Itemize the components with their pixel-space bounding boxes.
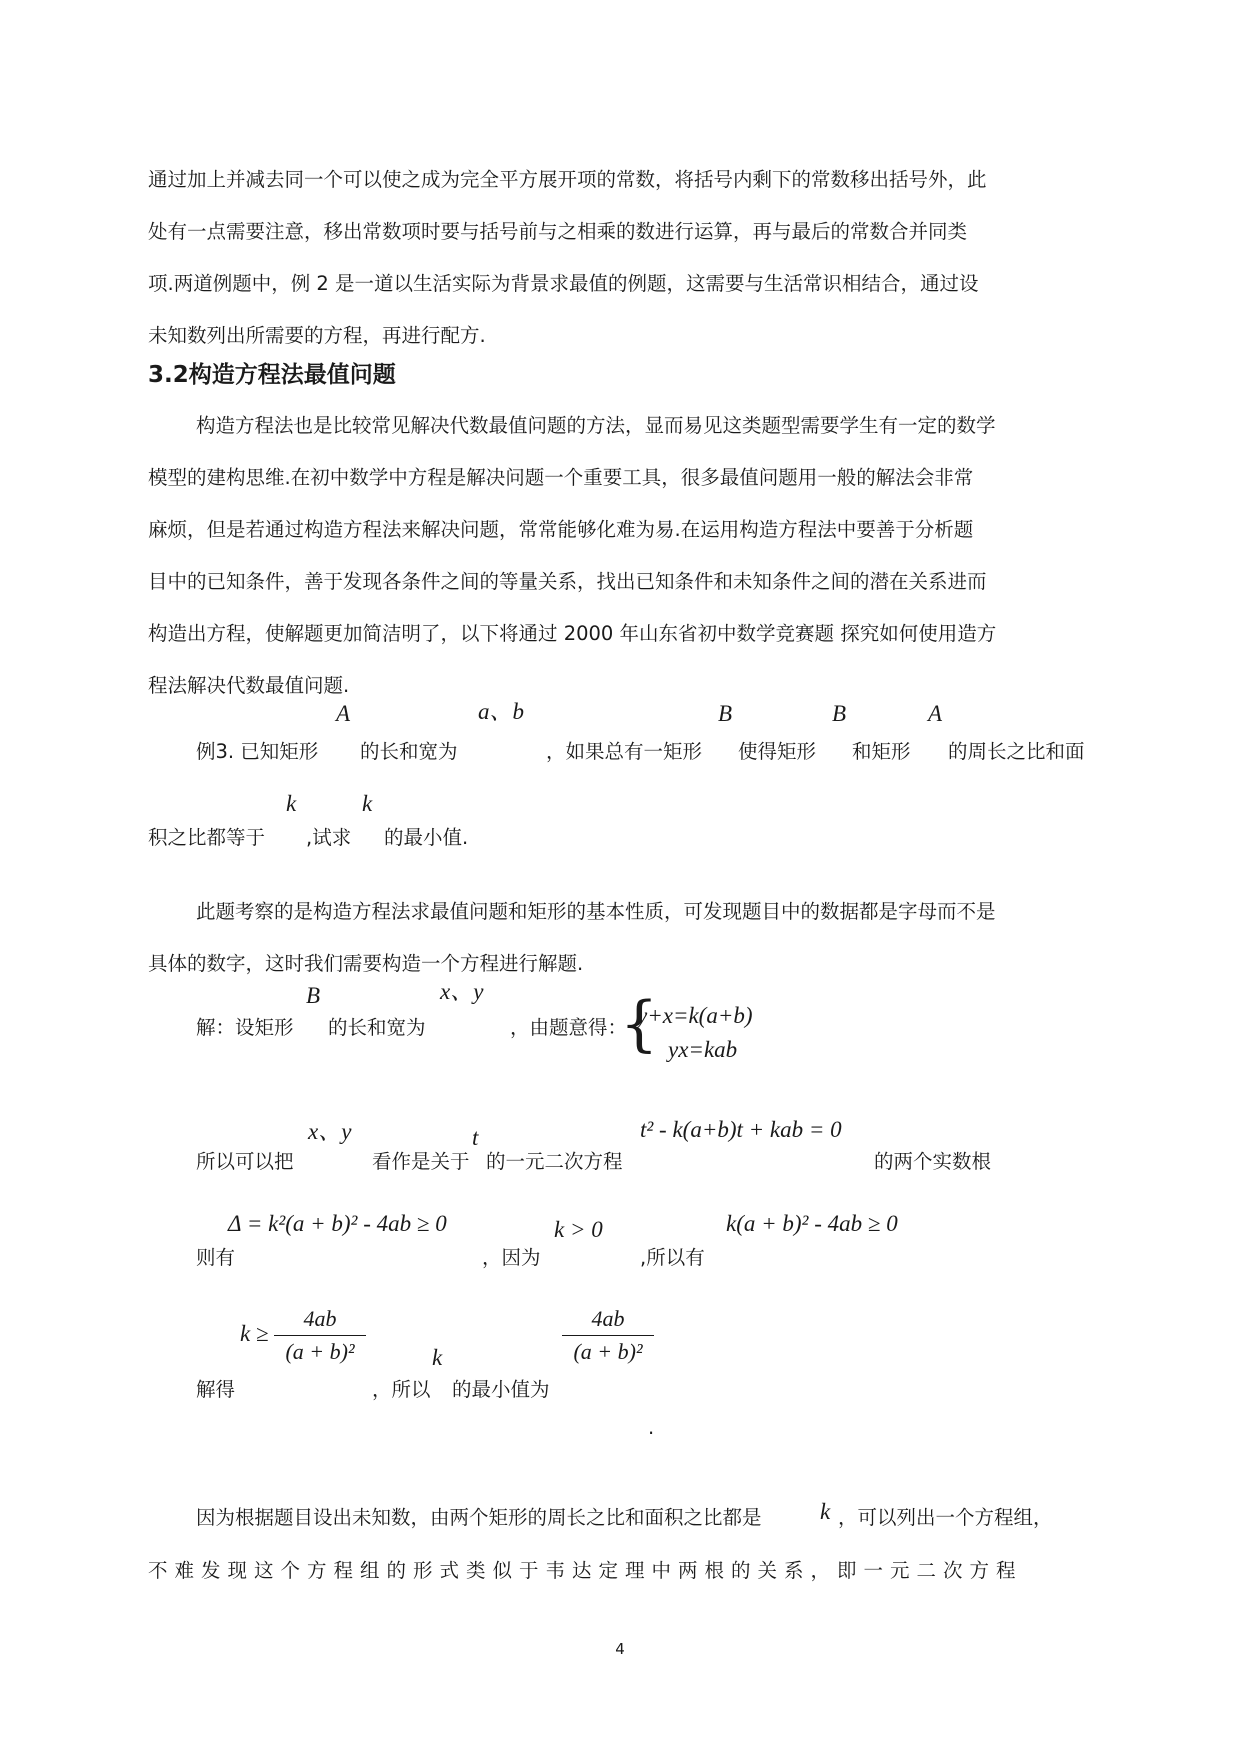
text-line: 构造方程法也是比较常见解决代数最值问题的方法，显而易见这类题型需要学生有一定的数学	[196, 414, 996, 437]
page-number: 4	[615, 1640, 625, 1658]
equation: k(a + b)² - 4ab ≥ 0	[726, 1211, 898, 1236]
text-line: 处有一点需要注意，移出常数项时要与括号前与之相乘的数进行运算，再与最后的常数合并同类	[148, 220, 968, 243]
text-line: 不 难 发 现 这 个 方 程 组 的 形 式 类 似 于 韦 达 定 理 中 两 根 的 关 系 ， 即 一 元 二 次 方 程	[148, 1559, 1016, 1582]
text-segment: 的最小值.	[384, 826, 469, 849]
math-symbol: t	[472, 1125, 479, 1150]
text-segment: ,所以有	[640, 1246, 705, 1269]
math-symbol: A	[928, 701, 943, 726]
math-symbol: a、b	[478, 699, 524, 724]
text-segment: ,试求	[306, 826, 352, 849]
fraction	[562, 1308, 654, 1363]
fraction-denominator: (a + b)²	[573, 1339, 643, 1364]
text-segment: 看作是关于	[372, 1150, 470, 1173]
text-segment: 的一元二次方程	[486, 1150, 623, 1173]
equation-line: yx=kab	[668, 1037, 738, 1062]
text-segment: ，由题意得：	[510, 1016, 628, 1039]
math-symbol: k	[432, 1345, 443, 1370]
equation: t² - k(a+b)t + kab = 0	[640, 1117, 842, 1142]
text-segment: 的长和宽为	[328, 1016, 426, 1039]
math-symbol: k ≥	[240, 1321, 269, 1346]
text-line: 项.两道例题中，例 2 是一道以生活实际为背景求最值的例题，这需要与生活常识相结合，通过设	[148, 272, 979, 295]
text-line: 具体的数字，这时我们需要构造一个方程进行解题.	[148, 952, 584, 975]
text-segment: 所以可以把	[196, 1150, 294, 1173]
fraction-numerator: 4ab	[303, 1306, 337, 1331]
section-heading: 3.2构造方程法最值问题	[148, 362, 396, 388]
left-brace: {	[620, 989, 659, 1059]
text-segment: 的周长之比和面	[948, 740, 1085, 763]
math-symbol: B	[832, 701, 847, 726]
text-segment: 积之比都等于	[148, 826, 266, 849]
math-symbol: k	[362, 791, 373, 816]
period: .	[648, 1416, 655, 1439]
text-line: 模型的建构思维.在初中数学中方程是解决问题一个重要工具，很多最值问题用一般的解法会非常	[148, 466, 974, 489]
fraction-denominator: (a + b)²	[285, 1339, 355, 1364]
math-symbol: B	[306, 983, 321, 1008]
text-segment: 的长和宽为	[360, 740, 458, 763]
fraction-bar	[562, 1335, 654, 1336]
text-segment: ，可以列出一个方程组，	[838, 1506, 1053, 1529]
text-line: 目中的已知条件，善于发现各条件之间的等量关系，找出已知条件和未知条件之间的潜在关系进而	[148, 570, 987, 593]
text-line: 此题考察的是构造方程法求最值问题和矩形的基本性质，可发现题目中的数据都是字母而不是	[196, 900, 996, 923]
text-segment: ，如果总有一矩形	[546, 740, 703, 763]
math-symbol: x、y	[308, 1119, 352, 1144]
text-line: 构造出方程，使解题更加简洁明了，以下将通过 2000 年山东省初中数学竞赛题 探究如何使用造方	[148, 622, 997, 645]
text-segment: 的最小值为	[452, 1378, 550, 1401]
math-symbol: k	[286, 791, 297, 816]
equation-line: y+x=k(a+b)	[637, 1003, 753, 1028]
text-segment: 和矩形	[852, 740, 911, 763]
math-symbol: B	[718, 701, 733, 726]
math-symbol: k	[820, 1499, 831, 1524]
text-line: 未知数列出所需要的方程，再进行配方.	[148, 324, 486, 347]
text-segment: ，所以	[372, 1378, 431, 1401]
equation: k > 0	[554, 1217, 603, 1242]
text-segment: ，因为	[482, 1246, 541, 1269]
math-symbol: x、y	[440, 979, 484, 1004]
text-line: 程法解决代数最值问题.	[148, 674, 350, 697]
text-segment: 使得矩形	[738, 740, 817, 763]
math-symbol: A	[336, 701, 351, 726]
text-segment: 因为根据题目设出未知数，由两个矩形的周长之比和面积之比都是	[196, 1506, 762, 1529]
text-segment: 解：设矩形	[196, 1016, 294, 1039]
fraction	[274, 1308, 366, 1363]
text-segment: 例3. 已知矩形	[196, 740, 319, 763]
text-line: 通过加上并减去同一个可以使之成为完全平方展开项的常数，将括号内剩下的常数移出括号外，此	[148, 168, 987, 191]
text-segment: 解得	[196, 1378, 236, 1401]
text-segment: 则有	[196, 1246, 236, 1269]
text-segment: 的两个实数根	[874, 1150, 992, 1173]
equation: Δ = k²(a + b)² - 4ab ≥ 0	[228, 1211, 447, 1236]
fraction-numerator: 4ab	[591, 1306, 625, 1331]
fraction-bar	[274, 1335, 366, 1336]
text-line: 麻烦，但是若通过构造方程法来解决问题，常常能够化难为易.在运用构造方程法中要善于分析题	[148, 518, 974, 541]
